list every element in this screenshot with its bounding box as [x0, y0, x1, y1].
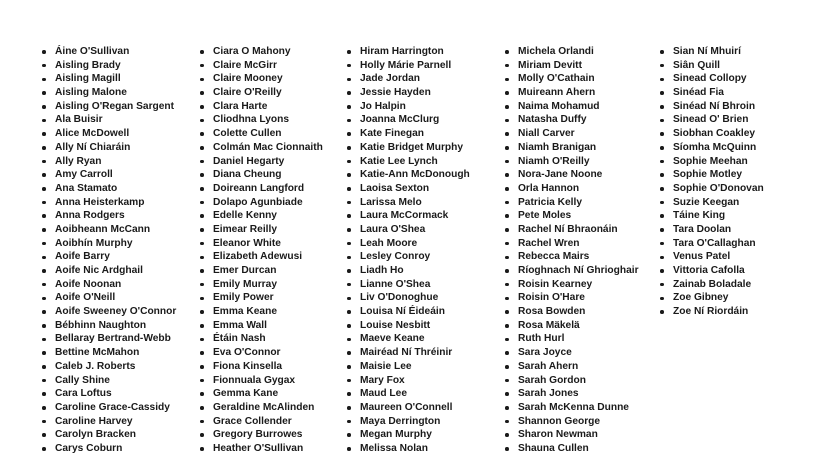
list-item: Sinead Collopy [660, 72, 764, 86]
list-item: Alice McDowell [42, 127, 176, 141]
list-item: Diana Cheung [200, 168, 323, 182]
list-item: Aisling Brady [42, 59, 176, 73]
list-item: Laura McCormack [347, 209, 470, 223]
list-item: Aoife O'Neill [42, 291, 176, 305]
list-item: Anna Heisterkamp [42, 196, 176, 210]
list-item: Cara Loftus [42, 387, 176, 401]
list-item: Maya Derrington [347, 415, 470, 429]
list-item: Zoe Ní Riordáin [660, 305, 764, 319]
list-item: Louisa Ní Éideáin [347, 305, 470, 319]
list-item: Sarah Gordon [505, 374, 639, 388]
list-item: Maureen O'Connell [347, 401, 470, 415]
list-item: Caleb J. Roberts [42, 360, 176, 374]
list-item: Emma Keane [200, 305, 323, 319]
list-item: Sharon Newman [505, 428, 639, 442]
list-item: Michela Orlandi [505, 45, 639, 59]
list-item: Cliodhna Lyons [200, 113, 323, 127]
list-item: Hiram Harrington [347, 45, 470, 59]
list-item: Maisie Lee [347, 360, 470, 374]
list-item: Roisin O'Hare [505, 291, 639, 305]
list-item: Molly O'Cathain [505, 72, 639, 86]
list-item: Eva O'Connor [200, 346, 323, 360]
list-item: Heather O'Sullivan [200, 442, 323, 456]
list-item: Sophie O'Donovan [660, 182, 764, 196]
list-item: Louise Nesbitt [347, 319, 470, 333]
name-list [0, 45, 813, 474]
list-item: Dolapo Agunbiade [200, 196, 323, 210]
list-item: Rachel Ní Bhraonáin [505, 223, 639, 237]
list-item: Sarah McKenna Dunne [505, 401, 639, 415]
list-item: Katie Lee Lynch [347, 155, 470, 169]
list-item: Liv O'Donoghue [347, 291, 470, 305]
list-item: Leah Moore [347, 237, 470, 251]
list-item: Elizabeth Adewusi [200, 250, 323, 264]
list-item: Geraldine McAlinden [200, 401, 323, 415]
list-item: Claire Mooney [200, 72, 323, 86]
list-item: Sarah Ahern [505, 360, 639, 374]
list-item: Siobhan Coakley [660, 127, 764, 141]
list-item: Maeve Keane [347, 332, 470, 346]
list-item: Eimear Reilly [200, 223, 323, 237]
list-item: Rosa Mäkelä [505, 319, 639, 333]
list-item: Claire O'Reilly [200, 86, 323, 100]
list-item: Laura O'Shea [347, 223, 470, 237]
list-item: Ally Ryan [42, 155, 176, 169]
list-item: Ally Ní Chiaráin [42, 141, 176, 155]
list-item: Doireann Langford [200, 182, 323, 196]
list-item: Sarah Jones [505, 387, 639, 401]
list-item: Miriam Devitt [505, 59, 639, 73]
list-item: Suzie Keegan [660, 196, 764, 210]
list-item: Táine King [660, 209, 764, 223]
list-item: Bettine McMahon [42, 346, 176, 360]
list-item: Ríoghnach Ní Ghrioghair [505, 264, 639, 278]
list-item: Orla Hannon [505, 182, 639, 196]
list-item: Muireann Ahern [505, 86, 639, 100]
list-item: Larissa Melo [347, 196, 470, 210]
list-item: Carolyn Bracken [42, 428, 176, 442]
list-item: Bellaray Bertrand-Webb [42, 332, 176, 346]
list-item: Mairéad Ní Thréinir [347, 346, 470, 360]
list-item: Melissa Nolan [347, 442, 470, 456]
list-item: Laoisa Sexton [347, 182, 470, 196]
list-item: Vittoria Cafolla [660, 264, 764, 278]
list-item: Kate Finegan [347, 127, 470, 141]
list-item: Niamh Branigan [505, 141, 639, 155]
name-column-1 [42, 45, 176, 456]
list-item: Eleanor White [200, 237, 323, 251]
list-item: Ciara O Mahony [200, 45, 323, 59]
list-item: Daniel Hegarty [200, 155, 323, 169]
list-item: Carys Coburn [42, 442, 176, 456]
list-item: Pete Moles [505, 209, 639, 223]
list-item: Étáin Nash [200, 332, 323, 346]
list-item: Síomha McQuinn [660, 141, 764, 155]
list-item: Sinéad Fia [660, 86, 764, 100]
list-item: Venus Patel [660, 250, 764, 264]
list-item: Megan Murphy [347, 428, 470, 442]
list-item: Natasha Duffy [505, 113, 639, 127]
list-item: Aoife Nic Ardghail [42, 264, 176, 278]
list-item: Zoe Gibney [660, 291, 764, 305]
list-item: Aisling O'Regan Sargent [42, 100, 176, 114]
list-item: Katie Bridget Murphy [347, 141, 470, 155]
list-item: Patricia Kelly [505, 196, 639, 210]
list-item: Fiona Kinsella [200, 360, 323, 374]
list-item: Sinéad Ní Bhroin [660, 100, 764, 114]
list-item: Shannon George [505, 415, 639, 429]
list-item: Sara Joyce [505, 346, 639, 360]
list-item: Sophie Motley [660, 168, 764, 182]
list-item: Anna Rodgers [42, 209, 176, 223]
list-item: Edelle Kenny [200, 209, 323, 223]
list-item: Jade Jordan [347, 72, 470, 86]
list-item: Gemma Kane [200, 387, 323, 401]
list-item: Gregory Burrowes [200, 428, 323, 442]
list-item: Cally Shine [42, 374, 176, 388]
list-item: Rosa Bowden [505, 305, 639, 319]
list-item: Siân Quill [660, 59, 764, 73]
list-item: Katie-Ann McDonough [347, 168, 470, 182]
list-item: Aisling Malone [42, 86, 176, 100]
list-item: Bébhinn Naughton [42, 319, 176, 333]
list-item: Clara Harte [200, 100, 323, 114]
list-item: Jessie Hayden [347, 86, 470, 100]
name-column-4 [505, 45, 639, 456]
list-item: Liadh Ho [347, 264, 470, 278]
list-item: Ruth Hurl [505, 332, 639, 346]
list-item: Roisin Kearney [505, 278, 639, 292]
list-item: Aoibheann McCann [42, 223, 176, 237]
list-item: Lesley Conroy [347, 250, 470, 264]
list-item: Aoife Noonan [42, 278, 176, 292]
list-item: Tara O'Callaghan [660, 237, 764, 251]
name-column-3 [347, 45, 470, 456]
list-item: Rebecca Mairs [505, 250, 639, 264]
list-item: Colette Cullen [200, 127, 323, 141]
list-item: Niamh O'Reilly [505, 155, 639, 169]
list-item: Sinead O' Brien [660, 113, 764, 127]
list-item: Caroline Grace-Cassidy [42, 401, 176, 415]
list-item: Holly Márie Parnell [347, 59, 470, 73]
list-item: Sophie Meehan [660, 155, 764, 169]
list-item: Aoibhín Murphy [42, 237, 176, 251]
list-item: Áine O'Sullivan [42, 45, 176, 59]
list-item: Naima Mohamud [505, 100, 639, 114]
list-item: Aoife Barry [42, 250, 176, 264]
name-column-5 [660, 45, 764, 319]
list-item: Aoife Sweeney O'Connor [42, 305, 176, 319]
list-item: Rachel Wren [505, 237, 639, 251]
list-item: Caroline Harvey [42, 415, 176, 429]
list-item: Sian Ní Mhuirí [660, 45, 764, 59]
list-item: Jo Halpin [347, 100, 470, 114]
list-item: Zainab Boladale [660, 278, 764, 292]
list-item: Emer Durcan [200, 264, 323, 278]
list-item: Lianne O'Shea [347, 278, 470, 292]
list-item: Ala Buisir [42, 113, 176, 127]
list-item: Ana Stamato [42, 182, 176, 196]
list-item: Aisling Magill [42, 72, 176, 86]
list-item: Joanna McClurg [347, 113, 470, 127]
list-item: Grace Collender [200, 415, 323, 429]
list-item: Emily Murray [200, 278, 323, 292]
list-item: Fionnuala Gygax [200, 374, 323, 388]
list-item: Nora-Jane Noone [505, 168, 639, 182]
list-item: Tara Doolan [660, 223, 764, 237]
list-item: Niall Carver [505, 127, 639, 141]
list-item: Colmán Mac Cionnaith [200, 141, 323, 155]
list-item: Emily Power [200, 291, 323, 305]
list-item: Maud Lee [347, 387, 470, 401]
list-item: Emma Wall [200, 319, 323, 333]
list-item: Shauna Cullen [505, 442, 639, 456]
list-item: Amy Carroll [42, 168, 176, 182]
list-item: Mary Fox [347, 374, 470, 388]
name-column-2 [200, 45, 323, 456]
list-item: Claire McGirr [200, 59, 323, 73]
